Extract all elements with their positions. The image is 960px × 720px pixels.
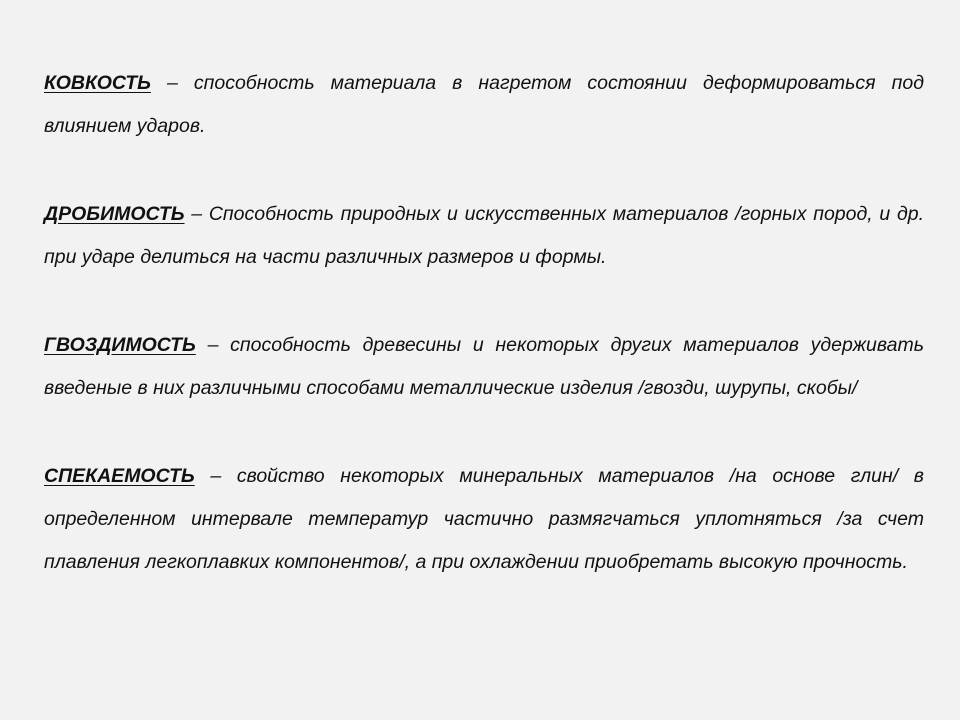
slide-content	[44, 62, 924, 584]
term-nail-holding: ГВОЗДИМОСТЬ	[44, 334, 196, 356]
definition-nail-holding-text: – способность древесины и некоторых других материалов удерживать введеные в них различными способами металлические изделия /гвозди, шурупы, скобы/	[44, 334, 924, 399]
definition-nail-holding	[44, 324, 924, 410]
definition-malleability	[44, 62, 924, 148]
definition-sinterability-text: – свойство некоторых минеральных материалов /на основе глин/ в определенном интервале температур частично размягчаться уплотняться /за счет плавления легкоплавких компонентов/, а при охлаждении приобретать высокую прочность.	[44, 465, 924, 573]
term-sinterability: СПЕКАЕМОСТЬ	[44, 465, 195, 487]
definition-crushability	[44, 193, 924, 279]
term-malleability: КОВКОСТЬ	[44, 72, 151, 94]
definition-malleability-text: – способность материала в нагретом состоянии деформироваться под влиянием ударов.	[44, 72, 924, 137]
definition-crushability-text: – Способность природных и искусственных материалов /горных пород, и др. при ударе делиться на части различных размеров и формы.	[44, 203, 924, 268]
definition-sinterability	[44, 455, 924, 584]
term-crushability: ДРОБИМОСТЬ	[44, 203, 185, 225]
